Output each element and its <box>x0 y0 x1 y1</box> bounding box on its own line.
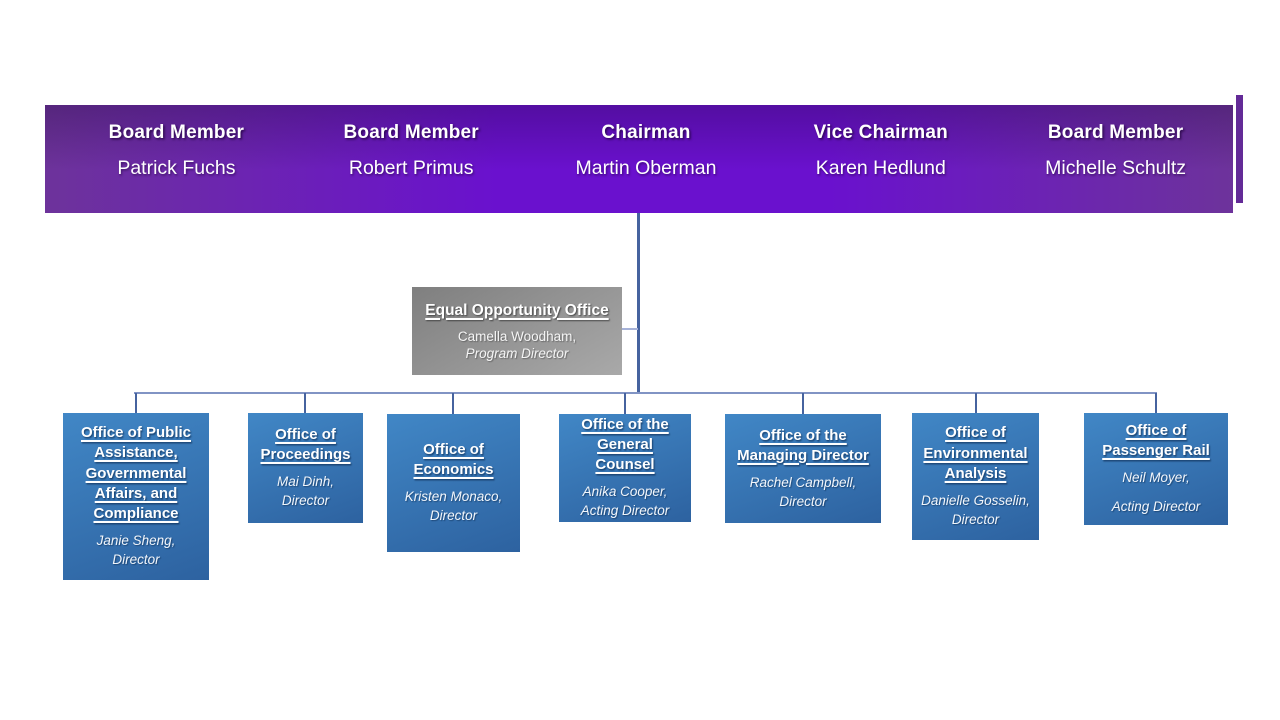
connector-stub-6 <box>975 393 977 414</box>
connector-eeo-stub <box>622 328 638 330</box>
position-title: Vice Chairman <box>813 122 948 143</box>
office-box-passenger-rail <box>1084 413 1228 525</box>
connector-stub-5 <box>802 393 804 414</box>
office-person-name: Anika Cooper, <box>582 484 668 500</box>
connector-stub-2 <box>304 393 306 414</box>
office-person-name: Mai Dinh, <box>276 474 335 490</box>
board-banner <box>45 105 1233 213</box>
board-position-chairman <box>529 105 764 213</box>
office-title: Office of the Managing Director <box>737 426 869 464</box>
office-person-role: Acting Director <box>1111 499 1201 515</box>
office-box-economics <box>387 414 520 552</box>
connector-stub-3 <box>452 393 454 414</box>
office-title: Equal Opportunity Office <box>425 301 609 319</box>
position-name: Martin Oberman <box>575 157 717 179</box>
position-name: Michelle Schultz <box>1045 157 1187 179</box>
position-title: Board Member <box>1047 122 1184 143</box>
office-box-public-assistance <box>63 413 209 580</box>
office-box-equal-opportunity <box>412 287 622 375</box>
office-person-name: Neil Moyer, <box>1122 470 1190 486</box>
office-person-role: Director <box>112 551 160 567</box>
board-position-vice-chairman <box>763 105 998 213</box>
office-title: Office of Economics <box>413 441 494 479</box>
position-name: Robert Primus <box>348 157 474 179</box>
position-name: Patrick Fuchs <box>117 157 236 179</box>
connector-stub-7 <box>1155 393 1157 414</box>
connector-horizontal-main <box>134 392 1157 394</box>
office-person-role: Acting Director <box>580 503 670 519</box>
office-person-role: Director <box>779 493 827 509</box>
position-title: Board Member <box>343 122 479 143</box>
office-title: Office of Proceedings <box>260 426 351 464</box>
office-title: Office of Environmental Analysis <box>923 424 1028 482</box>
connector-stub-4 <box>624 393 626 414</box>
office-box-general-counsel <box>559 414 691 522</box>
office-person-name: Rachel Campbell, <box>749 474 857 490</box>
board-position-2 <box>294 105 529 213</box>
connector-stub-1 <box>135 393 137 414</box>
office-title: Office of the General Counsel <box>581 415 669 474</box>
office-person-name: Danielle Gosselin, <box>921 492 1030 508</box>
position-name: Karen Hedlund <box>815 157 946 179</box>
office-person-role: Director <box>429 508 478 524</box>
office-box-managing-director <box>725 414 881 523</box>
office-title: Office of Public Assistance, Governmental Affairs, and Compliance <box>80 424 191 522</box>
office-title: Office of Passenger Rail <box>1102 422 1210 460</box>
position-title: Board Member <box>108 122 245 143</box>
office-person-name: Janie Sheng, <box>96 532 176 548</box>
office-box-environmental-analysis <box>912 413 1039 540</box>
board-position-5 <box>998 105 1233 213</box>
office-person-name: Kristen Monaco, <box>404 489 503 505</box>
office-person-role: Director <box>281 493 330 509</box>
connector-vertical-main <box>637 213 640 394</box>
banner-accent-bar <box>1236 95 1243 203</box>
office-person-role: Director <box>951 511 1000 527</box>
office-box-proceedings <box>248 413 363 523</box>
office-person-role: Program Director <box>465 345 569 361</box>
board-position-1 <box>59 105 294 213</box>
position-title: Chairman <box>601 122 691 143</box>
office-person-name: Camella Woodham, <box>457 328 577 344</box>
